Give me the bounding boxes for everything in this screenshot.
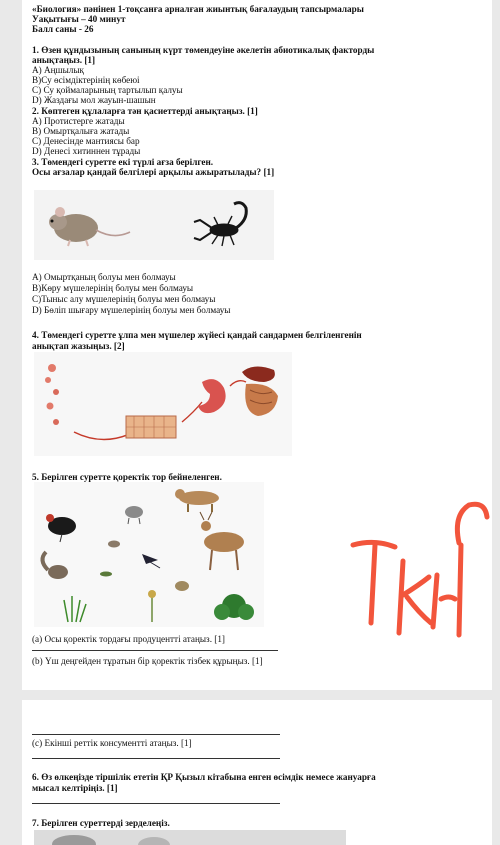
plant-illustration [148, 590, 156, 622]
mouse-illustration [49, 207, 130, 246]
question-3-option-c: С)Тыныс алу мүшелерінің болуы мен болмауы [32, 294, 216, 304]
question-2-option-d: D) Денесі хитиннен тұрады [32, 146, 141, 156]
magpie-illustration [142, 554, 160, 568]
squirrel-illustration [42, 552, 68, 579]
mouse-small-illustration [108, 541, 120, 548]
scorpion-illustration [194, 203, 246, 246]
question-2-option-b: В) Омыртқалыға жатады [32, 126, 130, 136]
answer-line-5c [32, 758, 280, 759]
question-2-option-c: С) Денесінде мантиясы бар [32, 136, 140, 146]
question-1-option-c: С) Су қоймаларының тартылып қалуы [32, 85, 183, 95]
insect-illustration [100, 572, 112, 577]
deer-illustration [200, 512, 244, 570]
question-5-part-a: (а) Осы қоректік тордағы продуцентті атаңыз. [1] [32, 634, 225, 644]
grass-illustration [64, 596, 86, 622]
question-6-title-cont: мысал келтіріңіз. [1] [32, 783, 118, 793]
question-3-title-cont: Осы ағзалар қандай белгілері арқылы ажыратылады? [1] [32, 167, 275, 177]
cell-group-illustration [45, 364, 59, 425]
answer-line-5a [32, 650, 278, 651]
header-title: «Биология» пәнінен 1-тоқсанға арналған жиынтық бағалаудың тапсырмалары [32, 4, 364, 14]
header-duration: Уақытығы – 40 минут [32, 14, 126, 24]
small-mammal-illustration [175, 581, 189, 591]
question-5-part-c: (с) Екінші реттік консументті атаңыз. [1] [32, 738, 192, 748]
question-4-title-cont: анықтап жазыңыз. [2] [32, 341, 125, 351]
tissue-organ-system-diagram [34, 352, 292, 456]
question-7-title: 7. Берілген суреттерді зерделеңіз. [32, 818, 170, 828]
answer-line-5b [32, 734, 280, 735]
bush-illustration [214, 594, 254, 620]
question-1-title: 1. Өзен құндызының санының күрт төмендеуіне әкелетін абиотикалық факторды [32, 45, 375, 55]
question-1-option-b: В)Су өсімдіктерінің көбеюі [32, 75, 140, 85]
question-4-title: 4. Төмендегі суретте ұлпа мен мүшелер жүйесі қандай сандармен белгіленгенін [32, 330, 362, 340]
question-1-title-cont: анықтаңыз. [1] [32, 55, 96, 65]
arrow-curve [74, 432, 134, 440]
mouse-scorpion-image [34, 190, 274, 260]
vulture-illustration [46, 514, 76, 542]
worksheet-page-2 [22, 700, 492, 845]
header-points: Балл саны - 26 [32, 24, 94, 34]
question-1-option-a: А) Аңшылық [32, 65, 85, 75]
question-5-title: 5. Берілген суретте қоректік тор бейнеленген. [32, 472, 222, 482]
question-5-part-b: (b) Үш деңгейден тұратын бір қоректік тізбек құрыңыз. [1] [32, 656, 263, 666]
food-web-image [34, 482, 264, 627]
question-3-option-d: D) Бөліп шығару мүшелерінің болуы мен болмауы [32, 305, 231, 315]
question-3-option-b: В)Көру мүшелерінің болуы мен болмауы [32, 283, 194, 293]
question-7-image [34, 830, 346, 845]
question-2-title: 2. Көптеген құлаларға тән қасиеттерді анықтаңыз. [1] [32, 106, 258, 116]
question-6-title: 6. Өз өлкеңізде тіршілік ететін ҚР Қызыл кітабына енген өсімдік немесе жануарға [32, 772, 376, 782]
fox-illustration [125, 506, 143, 524]
digestive-system-illustration [242, 366, 278, 416]
question-1-option-d: D) Жаздағы мол жауын-шашын [32, 95, 156, 105]
cougar-illustration [175, 489, 219, 512]
question-2-option-a: А) Протистерге жатады [32, 116, 125, 126]
question-3-title: 3. Төмендегі суретте екі түрлі ағза берілген. [32, 157, 214, 167]
question-3-option-a: А) Омыртқаның болуы мен болмауы [32, 272, 176, 282]
answer-line-6 [32, 803, 280, 804]
stomach-illustration [198, 379, 226, 413]
handwritten-marks [345, 495, 500, 655]
